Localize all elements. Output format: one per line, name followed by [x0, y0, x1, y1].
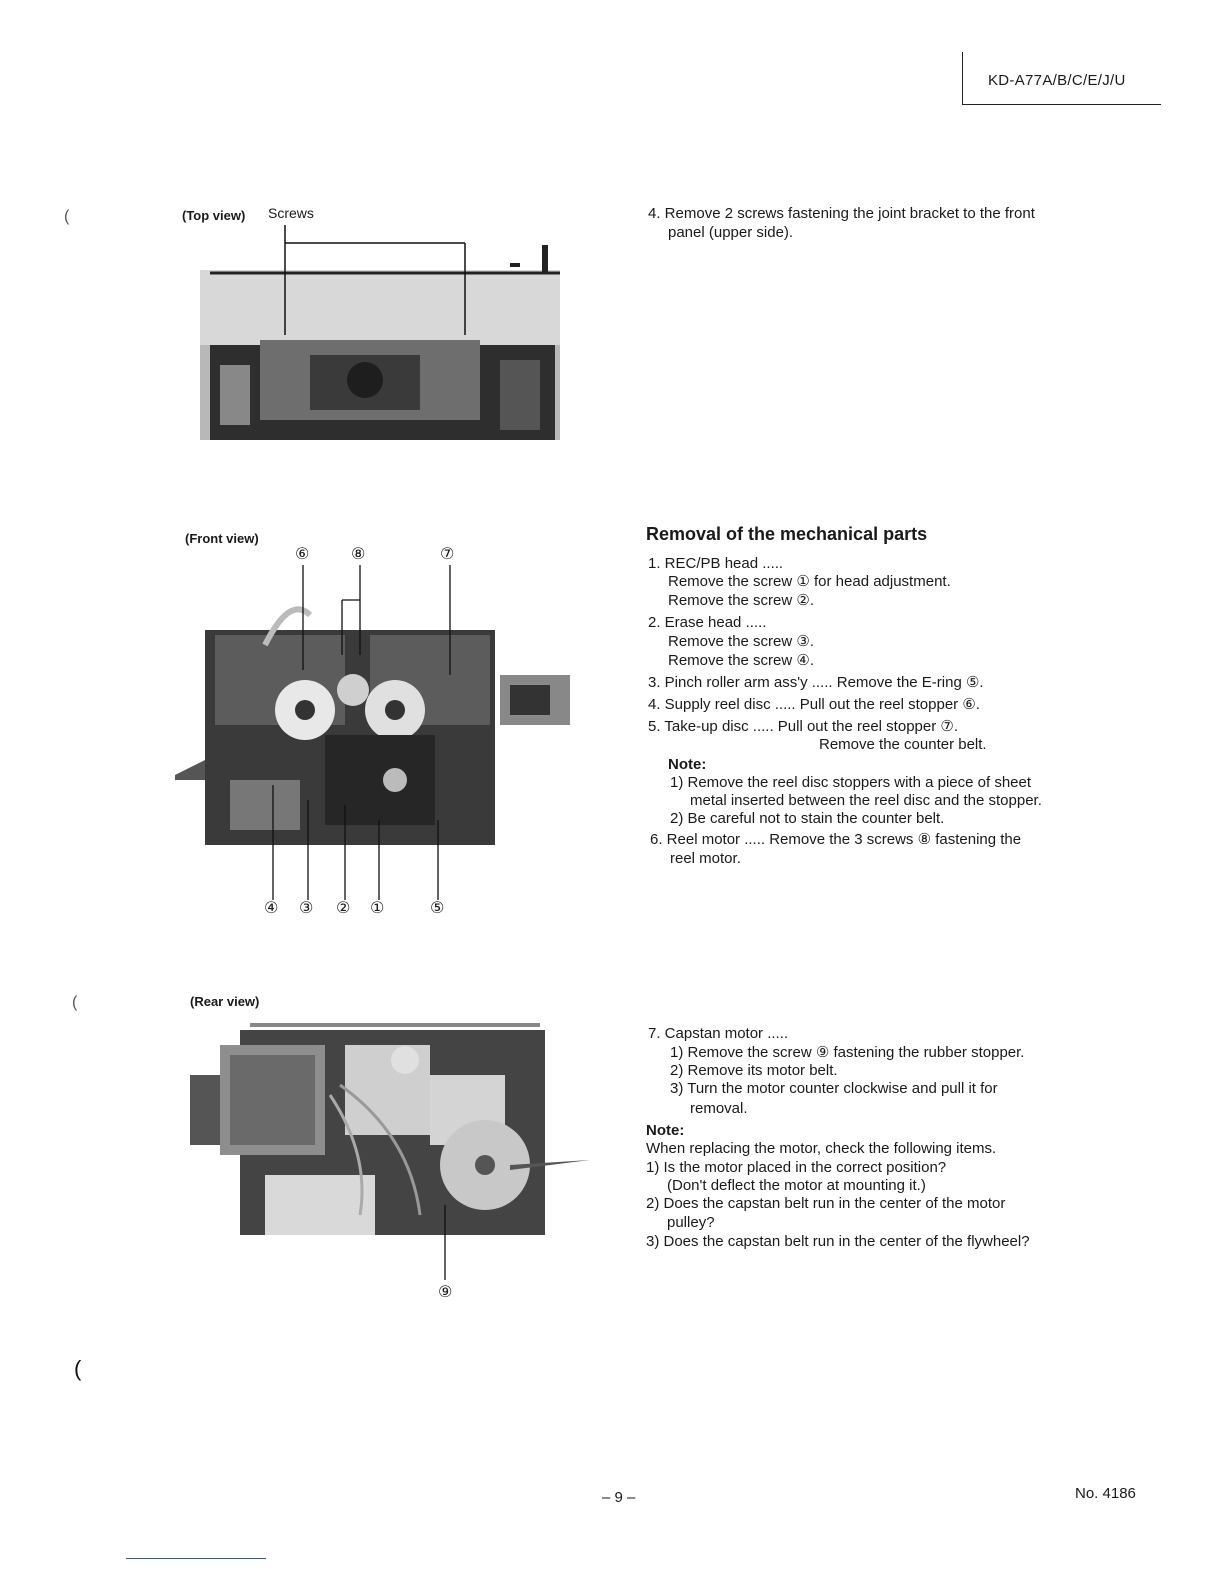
line-screw-3: Remove the screw ③. [668, 633, 814, 650]
line-pinch-roller: 3. Pinch roller arm ass'y ..... Remove the E-ring ⑤. [648, 674, 984, 691]
model-number: KD-A77A/B/C/E/J/U [988, 72, 1126, 89]
note-label: Note: [668, 756, 707, 773]
marker-1: ① [370, 898, 385, 917]
marker-8: ⑧ [351, 544, 366, 563]
screws-label: Screws [268, 205, 314, 221]
note-line-1: 1) Remove the reel disc stoppers with a piece of sheet [670, 774, 1032, 791]
line-counter-belt: Remove the counter belt. [819, 736, 987, 753]
step-7-line: 7. Capstan motor ..... [648, 1025, 789, 1042]
step-7-sub-3-cont: removal. [690, 1100, 748, 1117]
note2-line-6: 3) Does the capstan belt run in the center of the flywheel? [646, 1233, 1030, 1250]
rear-view-caption: (Rear view) [190, 994, 260, 1009]
note2-line-1: When replacing the motor, check the following items. [646, 1140, 997, 1157]
line-supply-reel: 4. Supply reel disc ..... Pull out the reel stopper ⑥. [648, 696, 980, 713]
marker-7: ⑦ [440, 544, 455, 563]
step-7-sub-1: 1) Remove the screw ⑨ fastening the rubber stopper. [670, 1044, 1025, 1061]
margin-mark: ( [74, 1356, 82, 1381]
step-4-line-2: panel (upper side). [668, 224, 794, 241]
marker-2: ② [336, 898, 351, 917]
step-6-line-2: reel motor. [670, 850, 741, 867]
line-rec-pb-head: 1. REC/PB head ..... [648, 555, 784, 572]
front-view-photo [170, 565, 590, 900]
note-label-2: Note: [646, 1122, 685, 1139]
note2-line-2: 1) Is the motor placed in the correct position? [646, 1159, 947, 1176]
margin-mark: ( [72, 994, 78, 1011]
marker-5: ⑤ [430, 898, 445, 917]
line-take-up-disc: 5. Take-up disc ..... Pull out the reel stopper ⑦. [648, 718, 958, 735]
step-7-sub-2: 2) Remove its motor belt. [670, 1062, 838, 1079]
line-screw-4: Remove the screw ④. [668, 652, 814, 669]
page-number: – 9 – [602, 1489, 636, 1506]
line-screw-2: Remove the screw ②. [668, 592, 814, 609]
note2-line-3: (Don't deflect the motor at mounting it.) [667, 1177, 926, 1194]
line-erase-head: 2. Erase head ..... [648, 614, 767, 631]
top-view-photo [190, 225, 570, 445]
marker-3: ③ [299, 898, 314, 917]
note-line-3: 2) Be careful not to stain the counter belt. [670, 810, 945, 827]
top-view-caption: (Top view) [182, 208, 246, 223]
margin-mark: ( [64, 208, 70, 225]
note-line-2: metal inserted between the reel disc and the stopper. [690, 792, 1042, 809]
note2-line-5: pulley? [667, 1214, 715, 1231]
rear-view-photo [180, 1015, 600, 1280]
note2-line-4: 2) Does the capstan belt run in the center of the motor [646, 1195, 1006, 1212]
footer-rule [126, 1558, 266, 1559]
marker-4: ④ [264, 898, 279, 917]
step-4-line-1: 4. Remove 2 screws fastening the joint bracket to the front [648, 205, 1035, 222]
section-heading: Removal of the mechanical parts [646, 524, 928, 544]
front-view-caption: (Front view) [185, 531, 259, 546]
document-number: No. 4186 [1075, 1485, 1136, 1502]
line-screw-1: Remove the screw ① for head adjustment. [668, 573, 951, 590]
marker-6: ⑥ [295, 544, 310, 563]
marker-9: ⑨ [438, 1282, 453, 1301]
step-6-line-1: 6. Reel motor ..... Remove the 3 screws ⑧ fastening the [650, 831, 1022, 848]
step-7-sub-3: 3) Turn the motor counter clockwise and pull it for [670, 1080, 998, 1097]
